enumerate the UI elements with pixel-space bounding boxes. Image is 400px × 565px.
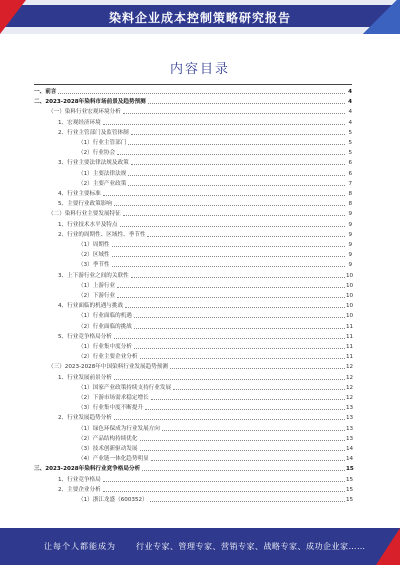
toc-leader-dots bbox=[131, 163, 345, 165]
toc-entry-page: 15 bbox=[346, 476, 354, 483]
toc-entry-page: 14 bbox=[346, 456, 354, 463]
toc-entry-title: （一）染料行业宏观环境分析 bbox=[48, 109, 121, 116]
toc-leader-dots bbox=[131, 133, 345, 135]
toc-entry[interactable] bbox=[34, 221, 352, 229]
toc-leader-dots bbox=[142, 469, 345, 471]
report-footer bbox=[0, 528, 400, 565]
toc-leader-dots bbox=[148, 102, 345, 104]
toc-entry-page: 10 bbox=[346, 313, 354, 320]
toc-entry-page: 13 bbox=[346, 435, 354, 442]
toc-entry-title: （2）主要产业政策 bbox=[78, 180, 127, 187]
toc-entry-title: （3）季节性 bbox=[78, 262, 110, 269]
toc-entry-page: 13 bbox=[346, 415, 354, 422]
toc-entry[interactable] bbox=[34, 180, 352, 188]
toc-entry[interactable] bbox=[34, 170, 352, 178]
toc-entry-page: 5 bbox=[348, 140, 352, 146]
toc-leader-dots bbox=[128, 143, 345, 145]
toc-leader-dots bbox=[114, 337, 345, 339]
toc-entry-page: 4 bbox=[348, 109, 352, 116]
toc-entry[interactable] bbox=[34, 200, 352, 208]
toc-entry-title: 1、行业发展前景分析 bbox=[58, 374, 112, 381]
table-of-contents bbox=[34, 84, 354, 503]
toc-entry-page: 4 bbox=[348, 119, 352, 126]
toc-entry[interactable] bbox=[34, 190, 352, 198]
toc-entry[interactable] bbox=[34, 302, 352, 310]
toc-leader-dots bbox=[114, 418, 345, 420]
toc-entry-title: 1、宏观经济环境 bbox=[58, 119, 101, 126]
toc-entry-page: 9 bbox=[348, 252, 352, 259]
report-title: 染料企业成本控制策略研究报告 bbox=[108, 11, 291, 25]
toc-entry[interactable] bbox=[34, 445, 352, 453]
toc-entry-title: 一、前言 bbox=[34, 89, 57, 95]
toc-entry-title: （3）行业集中度不断提升 bbox=[78, 405, 144, 412]
toc-entry-title: （1）浙江龙盛（600352） bbox=[78, 497, 148, 503]
toc-entry-page: 8 bbox=[348, 191, 352, 197]
toc-entry-page: 12 bbox=[346, 364, 354, 371]
toc-leader-dots bbox=[151, 398, 345, 400]
toc-leader-dots bbox=[112, 245, 345, 247]
toc-entry[interactable] bbox=[34, 323, 352, 331]
toc-leader-dots bbox=[140, 357, 346, 359]
toc-entry[interactable] bbox=[34, 394, 352, 402]
toc-entry-title: （2）行业主要企业分析 bbox=[78, 354, 138, 361]
toc-entry[interactable] bbox=[34, 435, 352, 443]
toc-leader-dots bbox=[170, 367, 345, 369]
toc-leader-dots bbox=[150, 500, 345, 502]
toc-entry[interactable] bbox=[34, 333, 352, 341]
toc-entry-page: 9 bbox=[348, 242, 352, 248]
toc-entry-title: （1）国家产业政策持续支持行业发展 bbox=[78, 384, 172, 391]
toc-entry-page: 9 bbox=[348, 221, 352, 228]
toc-entry[interactable] bbox=[34, 414, 352, 422]
toc-entry-page: 15 bbox=[346, 486, 354, 493]
toc-entry-title: 2、行业发展趋势分析 bbox=[58, 415, 112, 422]
toc-leader-dots bbox=[134, 347, 345, 349]
toc-entry-page: 12 bbox=[346, 384, 354, 391]
toc-entry-title: （1）周期性 bbox=[78, 242, 110, 248]
toc-entry-page: 11 bbox=[346, 344, 354, 350]
toc-top-rule bbox=[34, 84, 352, 85]
toc-entry[interactable] bbox=[34, 261, 352, 269]
toc-entry[interactable] bbox=[34, 231, 352, 239]
toc-entry-title: （3）技术创新驱动发展 bbox=[78, 446, 138, 452]
toc-entry-page: 8 bbox=[348, 201, 352, 208]
toc-entry-title: （4）产业链一体化趋势明显 bbox=[78, 456, 149, 463]
toc-leader-dots bbox=[123, 214, 345, 216]
toc-entry[interactable] bbox=[34, 353, 352, 361]
toc-leader-dots bbox=[117, 296, 345, 298]
toc-leader-dots bbox=[123, 112, 345, 114]
toc-entry-title: 5、行业竞争格局分析 bbox=[58, 333, 112, 340]
toc-entry[interactable] bbox=[34, 241, 352, 249]
toc-leader-dots bbox=[117, 286, 345, 288]
toc-entry-title: 2、主要企业分析 bbox=[58, 486, 101, 493]
toc-leader-dots bbox=[140, 439, 346, 441]
toc-entry[interactable] bbox=[34, 210, 352, 218]
toc-leader-dots bbox=[117, 153, 345, 155]
toc-entry-title: 二、2023-2028年染料市场前景及趋势预测 bbox=[34, 99, 146, 106]
toc-leader-dots bbox=[145, 408, 345, 410]
toc-entry[interactable] bbox=[34, 129, 352, 137]
toc-entry-page: 5 bbox=[348, 129, 352, 136]
toc-entry[interactable] bbox=[34, 282, 352, 290]
toc-entry-title: （1）主要法律法规 bbox=[78, 170, 127, 177]
toc-leader-dots bbox=[134, 327, 345, 329]
footer-red-accent bbox=[376, 528, 400, 565]
footer-lead-text: 让每个人都能成为 bbox=[44, 542, 116, 551]
footer-roles-text: 行业专家、管理专家、营销专家、战略专家、成功企业家…… bbox=[136, 542, 366, 551]
toc-entry-title: 5、主要行业政策影响 bbox=[58, 201, 112, 208]
toc-leader-dots bbox=[134, 316, 345, 318]
toc-entry[interactable] bbox=[34, 98, 352, 106]
toc-leader-dots bbox=[112, 265, 345, 267]
toc-entry[interactable] bbox=[34, 465, 352, 473]
toc-entry-title: （三）2023-2028年中国染料行业发展趋势预测 bbox=[48, 364, 168, 371]
toc-leader-dots bbox=[103, 480, 345, 482]
report-header bbox=[0, 0, 400, 34]
toc-entry-page: 15 bbox=[346, 497, 354, 503]
toc-leader-dots bbox=[114, 204, 345, 206]
toc-entry-title: 4、行业面临的机遇与挑战 bbox=[58, 303, 124, 310]
toc-entry[interactable] bbox=[34, 108, 352, 116]
toc-entry-page: 9 bbox=[348, 211, 352, 218]
toc-entry-title: （1）绿色环保成为行业发展方向 bbox=[78, 425, 160, 432]
toc-entry[interactable] bbox=[34, 425, 352, 433]
toc-entry-page: 7 bbox=[348, 180, 352, 187]
toc-entry[interactable] bbox=[34, 119, 352, 127]
toc-entry[interactable] bbox=[34, 343, 352, 351]
toc-entry-title: （1）行业主管部门 bbox=[78, 140, 127, 146]
toc-entry-title: 4、行业主要标准 bbox=[58, 191, 101, 197]
toc-entry[interactable] bbox=[34, 88, 352, 96]
toc-entry-title: （1）行业集中度分析 bbox=[78, 344, 132, 350]
toc-entry-title: 1、行业技术水平及特点 bbox=[58, 221, 118, 228]
toc-leader-dots bbox=[173, 388, 345, 390]
toc-leader-dots bbox=[58, 92, 345, 94]
toc-entry-page: 12 bbox=[346, 395, 354, 401]
toc-entry-page: 14 bbox=[346, 446, 354, 452]
toc-leader-dots bbox=[125, 306, 345, 308]
toc-entry-page: 10 bbox=[346, 303, 354, 310]
toc-entry[interactable] bbox=[34, 149, 352, 157]
toc-entry-page: 11 bbox=[346, 323, 354, 330]
toc-entry-title: （2）行业协会 bbox=[78, 150, 116, 157]
toc-entry-page: 9 bbox=[348, 231, 352, 238]
toc-leader-dots bbox=[151, 459, 345, 461]
toc-entry-page: 10 bbox=[346, 272, 354, 279]
toc-entry-title: （2）行业面临的挑战 bbox=[78, 323, 132, 330]
toc-leader-dots bbox=[120, 225, 346, 227]
toc-entry-page: 15 bbox=[346, 466, 354, 473]
toc-entry-page: 10 bbox=[346, 293, 354, 299]
toc-entry-page: 12 bbox=[346, 374, 354, 381]
toc-entry-page: 10 bbox=[346, 282, 354, 289]
toc-entry[interactable] bbox=[34, 139, 352, 147]
toc-entry-page: 6 bbox=[348, 160, 352, 167]
toc-heading: 内容目录 bbox=[169, 62, 230, 77]
toc-entry-title: （2）区域性 bbox=[78, 252, 110, 259]
toc-entry-title: 三、2023-2028年染料行业竞争格局分析 bbox=[34, 466, 141, 473]
toc-entry[interactable] bbox=[34, 312, 352, 320]
toc-entry[interactable] bbox=[34, 363, 352, 371]
toc-entry-page: 4 bbox=[348, 89, 352, 95]
toc-entry[interactable] bbox=[34, 404, 352, 412]
toc-entry[interactable] bbox=[34, 374, 352, 382]
toc-entry-title: （二）染料行业主要发展特征 bbox=[48, 211, 121, 218]
toc-entry-title: 1、行业竞争格局 bbox=[58, 476, 101, 483]
toc-entry-title: （1）行业面临的机遇 bbox=[78, 313, 132, 320]
toc-entry-page: 6 bbox=[348, 170, 352, 177]
toc-entry[interactable] bbox=[34, 251, 352, 259]
toc-entry-page: 11 bbox=[346, 354, 354, 361]
toc-entry[interactable] bbox=[34, 476, 352, 484]
toc-leader-dots bbox=[128, 174, 345, 176]
toc-entry-page: 9 bbox=[348, 262, 352, 269]
toc-entry[interactable] bbox=[34, 272, 352, 280]
toc-entry-page: 11 bbox=[346, 333, 354, 340]
toc-entry-title: （1）上游行业 bbox=[78, 282, 116, 289]
toc-leader-dots bbox=[103, 490, 345, 492]
toc-entry[interactable] bbox=[34, 292, 352, 300]
toc-entry-title: （2）产品结构持续优化 bbox=[78, 435, 138, 442]
toc-leader-dots bbox=[147, 235, 345, 237]
toc-entry[interactable] bbox=[34, 159, 352, 167]
toc-entry[interactable] bbox=[34, 496, 352, 504]
toc-entry[interactable] bbox=[34, 486, 352, 494]
toc-entry-page: 13 bbox=[346, 425, 354, 432]
toc-entry-title: 3、上下游行业之间的关联性 bbox=[58, 272, 129, 279]
toc-entry-title: 2、行业主管部门及监管体制 bbox=[58, 129, 129, 136]
toc-entry[interactable] bbox=[34, 384, 352, 392]
toc-entry-title: （2）下游行业 bbox=[78, 293, 116, 299]
toc-leader-dots bbox=[112, 255, 345, 257]
toc-leader-dots bbox=[162, 429, 345, 431]
toc-entry-title: 3、行业主要法律法规及政策 bbox=[58, 160, 129, 167]
toc-leader-dots bbox=[128, 184, 345, 186]
toc-leader-dots bbox=[114, 378, 345, 380]
toc-entry-page: 5 bbox=[348, 150, 352, 157]
toc-entry-title: 2、行业的周期性、区域性、季节性 bbox=[58, 231, 146, 238]
toc-entry-page: 4 bbox=[348, 99, 352, 106]
toc-entry-page: 13 bbox=[346, 405, 354, 412]
toc-leader-dots bbox=[131, 276, 345, 278]
toc-leader-dots bbox=[103, 123, 345, 125]
toc-entry-title: （2）下游市场需求稳定增长 bbox=[78, 395, 149, 401]
toc-entry[interactable] bbox=[34, 455, 352, 463]
toc-leader-dots bbox=[103, 194, 345, 196]
toc-leader-dots bbox=[140, 449, 346, 451]
